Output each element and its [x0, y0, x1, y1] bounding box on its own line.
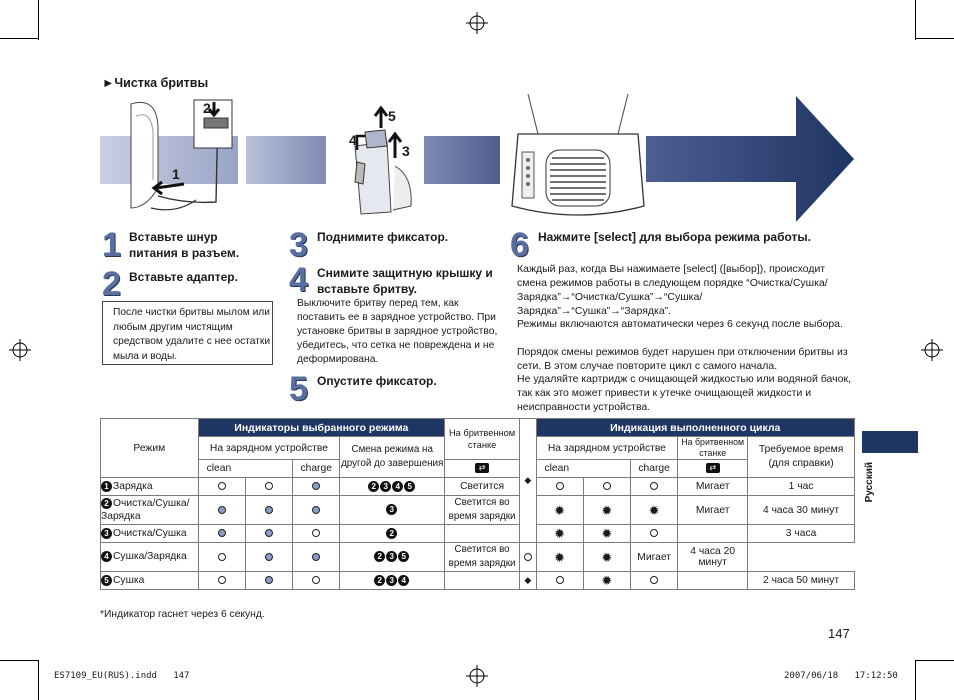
step-5-text: Опустите фиксатор. — [317, 374, 437, 388]
language-tab — [862, 431, 918, 453]
table-row-3-mode — [101, 525, 199, 543]
seq-badge: 3 — [386, 551, 397, 562]
sequence-cell — [340, 478, 445, 496]
seq-badge: 4 — [392, 481, 403, 492]
shaver-status: Светится — [445, 478, 520, 496]
group2-header: Индикация выполненного цикла — [536, 419, 855, 437]
step-2-text: Вставьте адаптер. — [129, 270, 238, 284]
seq-badge: 2 — [386, 528, 397, 539]
on-charger-header: На зарядном устройстве — [198, 437, 340, 460]
required-time-header: Требуемое время (для справки) — [748, 437, 855, 478]
arrow-cell: ◆ — [520, 572, 536, 590]
indicator-off — [245, 478, 292, 496]
blink-status — [678, 572, 748, 590]
table-row-1-mode — [101, 478, 199, 496]
blink-icon: ✹ — [601, 549, 613, 565]
table-row-2-mode — [101, 496, 199, 525]
charger-cord-illustration — [126, 96, 246, 220]
clean-label-2: clean — [536, 460, 631, 478]
figure-label-2: 2 — [203, 100, 211, 116]
mode-table — [100, 418, 855, 590]
charge-label: charge — [293, 460, 340, 478]
mode-label: Очистка/Сушка — [113, 528, 187, 540]
blink-icon: ✹ — [601, 573, 613, 588]
registration-mark-top — [466, 12, 488, 34]
blink-status: Мигает — [678, 496, 748, 525]
step-4-body: Выключите бритву перед тем, как поставить ее в зарядное устройство. При установке бритвы в зарядное устройство, убедитесь, что сетка не повреждена и не деформирована. — [297, 298, 498, 365]
mode-label: Сушка/Зарядка — [113, 551, 187, 563]
table-footnote: *Индикатор гаснет через 6 секунд. — [100, 609, 265, 620]
step-4-text: Снимите защитную крышку и вставьте бритву. — [317, 266, 493, 296]
step-number-4: 4 — [289, 261, 308, 299]
indicator-on — [293, 543, 340, 572]
shaver-status — [445, 572, 520, 590]
indicator-off — [631, 525, 678, 543]
registration-mark-bottom — [466, 665, 488, 687]
indicator-off — [583, 478, 630, 496]
shaver-icon-cell — [445, 460, 520, 478]
indicator-off — [536, 572, 583, 590]
indicator-on — [198, 525, 245, 543]
sequence-cell — [340, 572, 445, 590]
sequence-cell — [340, 543, 445, 572]
group1-header: Индикаторы выбранного режима — [198, 419, 445, 437]
required-time: 3 часа — [748, 525, 855, 543]
step-6-body-1: Каждый раз, когда Вы нажимаете [select] ([выбор]), происходит смена режимов работы в следующем порядке “Очистка/Сушка/Зарядка”→“Очистка/Сушка”→“Сушка/Зарядка”→“Сушка”→“Зарядка”. — [517, 263, 828, 317]
step-3-text: Поднимите фиксатор. — [317, 230, 449, 244]
seq-badge: 2 — [374, 551, 385, 562]
shaver-status — [445, 525, 520, 543]
indicator-off — [293, 572, 340, 590]
blink-icon: ✹ — [554, 526, 566, 541]
cleaning-note-box: После чистки бритвы мылом или любым другим чистящим средством удалите с нее остатки мыла и воды. — [102, 301, 273, 365]
figure-label-5: 5 — [388, 108, 396, 124]
figure-label-4: 4 — [349, 132, 357, 148]
figure-label-3: 3 — [402, 143, 410, 159]
blink-status: Мигает — [678, 478, 748, 496]
registration-mark-left — [9, 339, 31, 361]
section-title: ►Чистка бритвы — [102, 76, 209, 90]
col-mode-header: Режим — [101, 419, 199, 478]
required-time: 1 час — [748, 478, 855, 496]
table-row-5-mode — [101, 572, 199, 590]
blink-icon: ✹ — [601, 502, 613, 518]
seq-badge: 3 — [380, 481, 391, 492]
step-number-3: 3 — [289, 226, 308, 264]
row-number-badge: 4 — [101, 551, 112, 562]
step-6-text: Нажмите [select] для выбора режима работы. — [538, 230, 811, 244]
indicator-on — [245, 572, 292, 590]
table-row-4-mode — [101, 543, 199, 572]
required-time: 4 часа 20 минут — [678, 543, 748, 572]
row-number-badge: 1 — [101, 481, 112, 492]
blink-icon: ✹ — [648, 502, 660, 518]
step-6-body-3: Порядок смены режимов будет нарушен при отключении бритвы из сети. В этом случае повторите цикл с самого начала. — [517, 346, 848, 372]
recycle-icon: ⇄ — [475, 463, 489, 473]
indicator-on — [245, 496, 292, 525]
indicator-off — [293, 525, 340, 543]
indicator-off — [198, 572, 245, 590]
row-number-badge: 2 — [101, 498, 112, 509]
step-6-body-2: Режимы включаются автоматически через 6 секунд после выбора. — [517, 318, 843, 330]
blink-icon: ✹ — [601, 526, 613, 541]
indicator-blink — [536, 543, 583, 572]
clean-label: clean — [198, 460, 293, 478]
recycle-icon: ⇄ — [706, 463, 720, 473]
sequence-cell — [340, 496, 445, 525]
mode-label: Очистка/Сушка/Зарядка — [101, 498, 190, 522]
footer-file-info: ES7109_EU(RUS).indd 147 — [54, 671, 190, 681]
shaver-icon-cell-2 — [678, 460, 748, 478]
arrow-column: ◆ — [520, 419, 536, 543]
mode-label: Сушка — [113, 575, 145, 587]
indicator-off — [631, 478, 678, 496]
blink-icon: ✹ — [554, 549, 566, 565]
shaver-insert-illustration — [335, 106, 421, 218]
indicator-on — [245, 543, 292, 572]
page-number: 147 — [828, 626, 850, 641]
band-3 — [424, 136, 500, 184]
step-number-5: 5 — [289, 370, 308, 408]
seq-badge: 4 — [398, 575, 409, 586]
mode-label: Зарядка — [113, 481, 153, 493]
charge-label-2: charge — [631, 460, 678, 478]
registration-mark-right — [921, 339, 943, 361]
on-shaver-header: На бритвенном станке — [445, 419, 520, 460]
switch-header: Смена режима на другой до завершения — [340, 437, 445, 478]
blink-icon: ✹ — [554, 502, 566, 518]
indicator-off — [631, 572, 678, 590]
blink-status: Мигает — [631, 543, 678, 572]
step-1-text: Вставьте шнур питания в разъем. — [129, 230, 240, 260]
seq-badge: 3 — [386, 504, 397, 515]
indicator-blink — [536, 496, 583, 525]
indicator-on — [245, 525, 292, 543]
row-number-badge: 3 — [101, 528, 112, 539]
step-number-6: 6 — [510, 226, 529, 264]
required-time: 4 часа 30 минут — [748, 496, 855, 525]
required-time: 2 часа 50 минут — [748, 572, 855, 590]
step-number-2: 2 — [102, 265, 121, 303]
indicator-on — [293, 496, 340, 525]
indicator-off — [198, 543, 245, 572]
indicator-blink — [583, 496, 630, 525]
on-shaver-header-2: На бритвенном станке — [678, 437, 748, 460]
indicator-blink — [583, 543, 630, 572]
shaver-status: Светится во время зарядки — [445, 543, 520, 572]
step-6-body-4: Не удаляйте картридж с очищающей жидкостью или водяной бачок, так как это может привести к утечке очищающей жидкости и неисправности устройства. — [517, 373, 851, 413]
band-2 — [246, 136, 326, 184]
seq-badge: 5 — [398, 551, 409, 562]
on-charger-header-2: На зарядном устройстве — [536, 437, 678, 460]
indicator-on — [293, 478, 340, 496]
charger-front-illustration — [508, 94, 648, 222]
seq-badge: 2 — [368, 481, 379, 492]
footer-timestamp: 2007/06/18 17:12:50 — [784, 671, 898, 681]
indicator-blink — [583, 525, 630, 543]
step-number-1: 1 — [102, 226, 121, 264]
blink-status — [678, 525, 748, 543]
sequence-cell — [340, 525, 445, 543]
shaver-status: Светится во время зарядки — [445, 496, 520, 525]
band-arrow — [646, 96, 854, 222]
indicator-off — [198, 478, 245, 496]
language-label: Русский — [864, 462, 875, 503]
seq-badge: 3 — [386, 575, 397, 586]
row-number-badge: 5 — [101, 575, 112, 586]
indicator-blink — [631, 496, 678, 525]
indicator-off — [536, 478, 583, 496]
indicator-blink — [583, 572, 630, 590]
indicator-on — [198, 496, 245, 525]
seq-badge: 5 — [404, 481, 415, 492]
seq-badge: 2 — [374, 575, 385, 586]
figure-label-1: 1 — [172, 166, 180, 182]
indicator-blink — [536, 525, 583, 543]
indicator-off — [520, 543, 536, 572]
